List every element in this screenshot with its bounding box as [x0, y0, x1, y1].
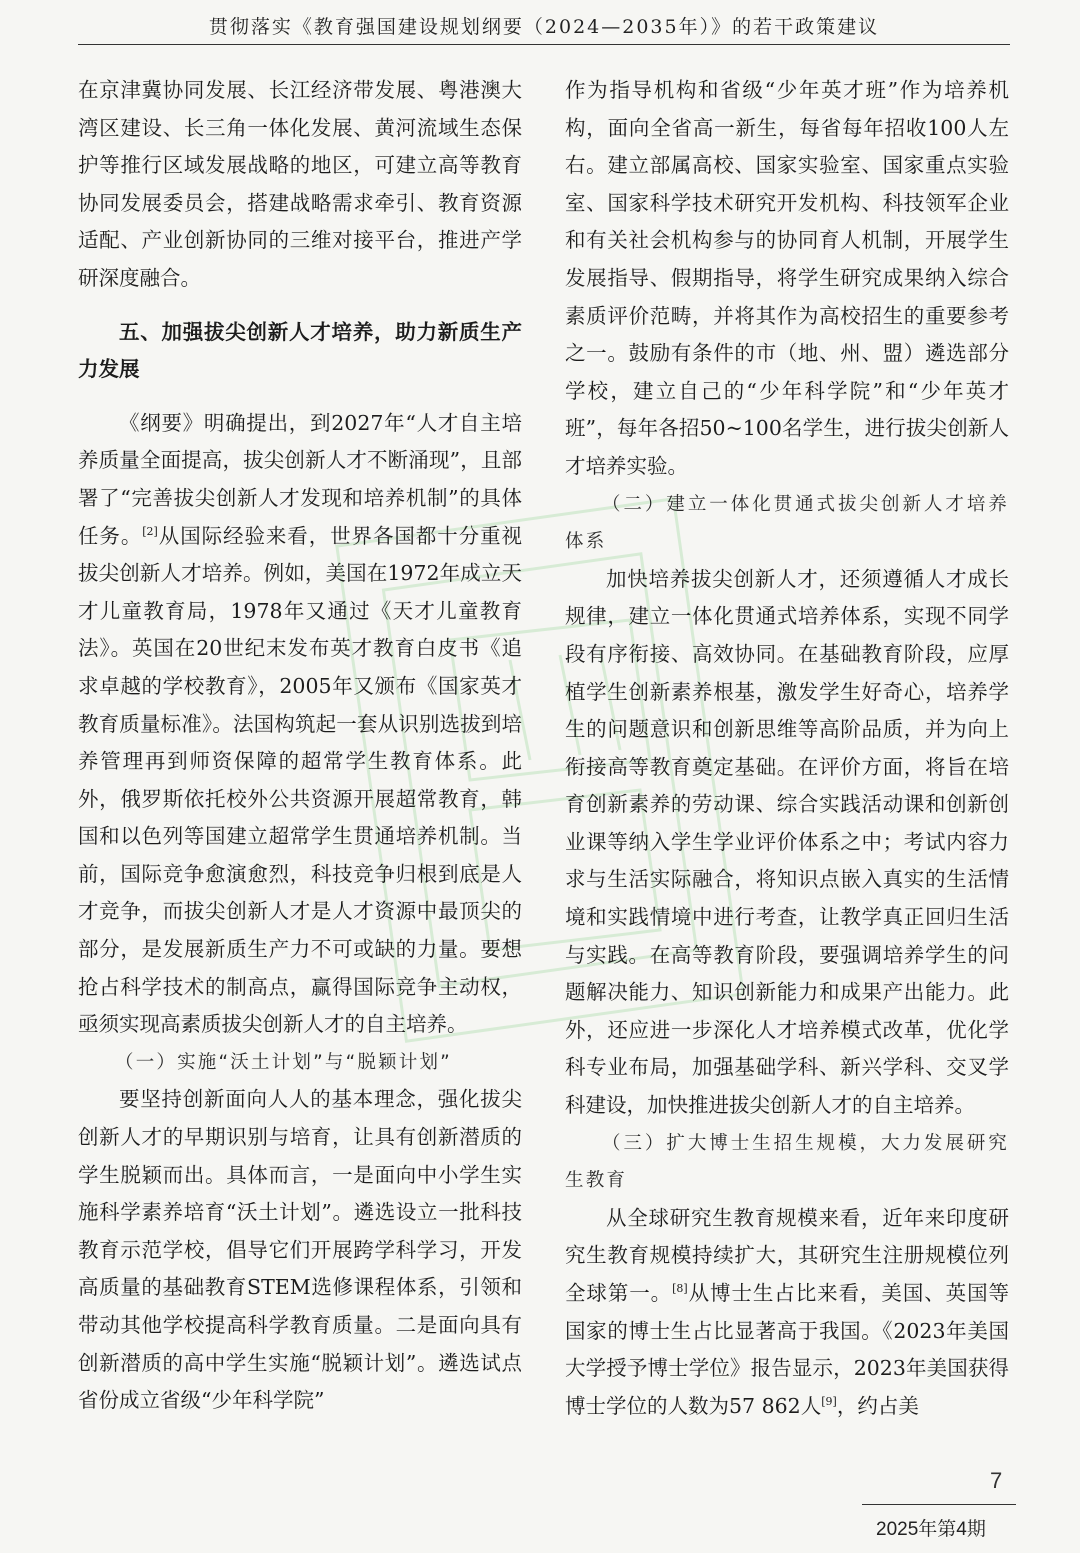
sub-heading: （三）扩大博士生招生规模，大力发展研究生教育 [565, 1132, 1009, 1192]
page-number: 7 [990, 1468, 1003, 1493]
paragraph: 要坚持创新面向人人的基本理念，强化拔尖创新人才的早期识别与培育，让具有创新潜质的学生脱颖而出。具体而言，一是面向中小学生实施科学素养培育“沃土计划”。遴选设立一批科技教育示范学校，倡导它们开展跨学科学习，开发高质量的基础教育STEM选修课程体系，引领和带动其他学校提高科学教育质量。二是面向具有创新潜质的高中学生实施“脱颖计划”。遴选试点省份成立省级“少年科学院” [78, 1087, 522, 1413]
reference-mark: [9] [821, 1394, 837, 1408]
paragraph: 在京津冀协同发展、长江经济带发展、粤港澳大湾区建设、长三角一体化发展、黄河流域生态保护等推行区域发展战略的地区，可建立高等教育协同发展委员会，搭建战略需求牵引、教育资源适配、产业创新协同的三维对接平台，推进产学研深度融合。 [78, 78, 522, 290]
header-rule [78, 44, 1010, 45]
footer-rule [862, 1504, 1016, 1505]
issue-label: 2025年第4期 [876, 1519, 986, 1540]
paragraph [565, 1200, 1009, 1426]
paragraph: 加快培养拔尖创新人才，还须遵循人才成长规律，建立一体化贯通式培养体系，实现不同学段有序衔接、高效协同。在基础教育阶段，应厚植学生创新素养根基，激发学生好奇心，培养学生的问题意识和创新思维等高阶品质，并为向上衔接高等教育奠定基础。在评价方面，将旨在培育创新素养的劳动课、综合实践活动课和创新创业课等纳入学生学业评价体系之中；考试内容力求与生活实际融合，将知识点嵌入真实的生活情境和实践情境中进行考查，让教学真正回归生活与实践。在高等教育阶段，要强调培养学生的问题解决能力、知识创新能力和成果产出能力。此外，还应进一步深化人才培养模式改革，优化学科专业布局，加强基础学科、新兴学科、交叉学科建设，加快推进拔尖创新人才的自主培养。 [565, 566, 1009, 1118]
reference-mark: [2] [142, 524, 158, 538]
paragraph-text: 从国际经验来看，世界各国都十分重视拔尖创新人才培养。例如，美国在1972年成立天才儿童教育局，1978年又通过《天才儿童教育法》。英国在20世纪末发布英才教育白皮书《追求卓越的学校教育》，2005年又颁布《国家英才教育质量标准》。法国构筑起一套从识别选拔到培养管理再到师资保障的超常学生教育体系。此外，俄罗斯依托校外公共资源开展超常教育，韩国和以色列等国建立超常学生贯通培养机制。当前，国际竞争愈演愈烈，科技竞争归根到底是人才竞争，而拔尖创新人才是人才资源中最顶尖的部分，是发展新质生产力不可或缺的力量。要想抢占科学技术的制高点，赢得国际竞争主动权，亟须实现高素质拔尖创新人才的自主培养。 [78, 523, 523, 1037]
paragraph-text: 《纲要》明确提出，到2027年“人才自主培养质量全面提高，拔尖创新人才不断涌现”，且部署了“完善拔尖创新人才发现和培养机制”的具体任务。 [78, 410, 522, 548]
paragraph-text: ，约占美 [836, 1393, 919, 1418]
left-column [78, 72, 522, 1420]
paragraph [78, 405, 522, 1044]
right-column [565, 72, 1009, 1425]
sub-heading: （二）建立一体化贯通式拔尖创新人才培养体系 [565, 493, 1009, 553]
sub-heading: （一）实施“沃土计划”与“脱颖计划” [115, 1051, 452, 1073]
running-header: 贯彻落实《教育强国建设规划纲要（2024—2035年）》的若干政策建议 [208, 16, 880, 38]
reference-mark: [8] [672, 1282, 688, 1295]
paragraph-text: 从全球研究生教育规模来看，近年来印度研究生教育规模持续扩大，其研究生注册规模位列全球第一。 [565, 1205, 1009, 1305]
section-heading: 五、加强拔尖创新人才培养，助力新质生产力发展 [78, 319, 522, 382]
paragraph: 作为指导机构和省级“少年英才班”作为培养机构，面向全省高一新生，每省每年招收100人左右。建立部属高校、国家实验室、国家重点实验室、国家科学技术研究开发机构、科技领军企业和有关社会机构参与的协同育人机制，开展学生发展指导、假期指导，将学生研究成果纳入综合素质评价范畴，并将其作为高校招生的重要参考之一。鼓励有条件的市（地、州、盟）遴选部分学校，建立自己的“少年科学院”和“少年英才班”，每年各招50~100名学生，进行拔尖创新人才培养实验。 [565, 78, 1009, 478]
paragraph-text: 从博士生占比来看，美国、英国等国家的博士生占比显著高于我国。《2023年美国大学授予博士学位》报告显示，2023年美国获得博士学位的人数为57 862人 [565, 1281, 1010, 1418]
